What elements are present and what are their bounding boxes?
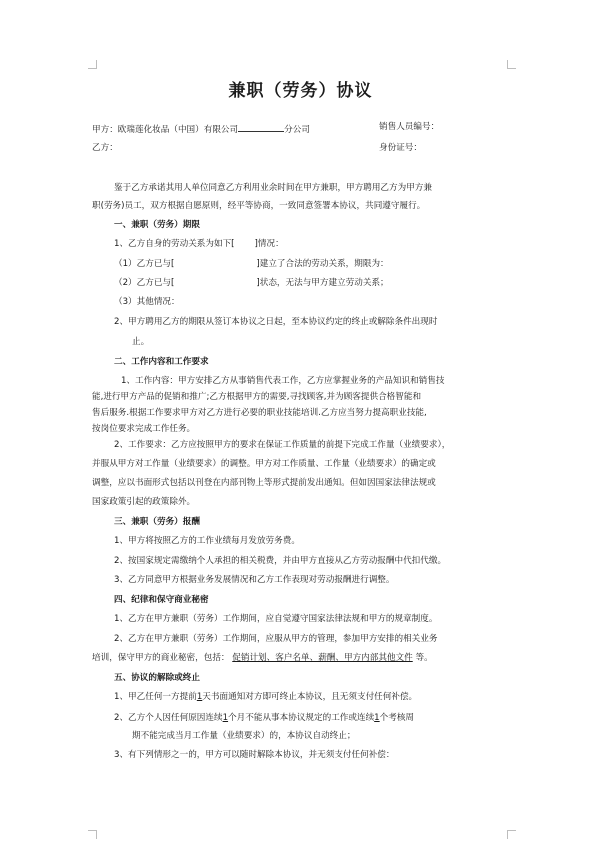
clause-text: 个考核周 — [379, 713, 415, 723]
clause-line: 1、工作内容：甲方安排乙方从事销售代表工作，乙方应掌握业务的产品知识和销售技 — [121, 376, 445, 386]
clause-line: 2、按国家规定需缴纳个人承担的相关税费，并由甲方直接从乙方劳动报酬中代扣代缴。 — [114, 556, 447, 566]
party-a-name: 欧瑞莲化妆品（中国）有限公司 — [117, 125, 239, 135]
section-heading: 四、纪律和保守商业秘密 — [114, 595, 209, 605]
clause-text: 1、乙方自身的劳动关系为如下[ — [114, 239, 235, 249]
id-number-label: 身份证号： — [379, 143, 422, 153]
clause-line: 2、甲方聘用乙方的期限从签订本协议之日起，至本协议约定的终止或解除条件出现时 — [114, 317, 438, 327]
underlined-number: 1 — [222, 713, 229, 723]
clause-line: 按岗位要求完成工作任务。 — [92, 424, 196, 434]
party-b-label: 乙方： — [92, 143, 118, 153]
clause-line: 2、工作要求：乙方应按照甲方的要求在保证工作质量的前提下完成工作量（业绩要求）， — [114, 440, 451, 450]
clause-line: 国家政策引起的政策除外。 — [92, 497, 196, 507]
section-heading: 五、协议的解除或终止 — [114, 673, 200, 683]
clause-line: 3、乙方同意甲方根据业务发展情况和乙方工作表现对劳动报酬进行调整。 — [114, 575, 395, 585]
section-heading: 二、工作内容和工作要求 — [114, 357, 209, 367]
option-line: （3）其他情况： — [114, 297, 180, 307]
option-text: ]建立了合法的劳动关系，期限为： — [256, 259, 389, 269]
underlined-number: 1 — [374, 713, 380, 723]
clause-line: 并服从甲方对工作量（业绩要求）的调整。甲方对工作质量、工作量（业绩要求）的确定或 — [92, 459, 436, 469]
option-line — [114, 259, 389, 270]
clause-line: 调整，应以书面形式包括以刊登在内部刊物上等形式提前发出通知。但如因国家法律法规或 — [92, 478, 436, 488]
margin-corner-mark — [88, 830, 97, 839]
clause-line: 止。 — [132, 337, 150, 347]
clause-text: 天书面通知对方即可终止本协议，且无须支付任何补偿。 — [202, 692, 418, 702]
clause-text: 2、乙方个人因任何原因连续 — [114, 713, 223, 723]
margin-corner-mark — [507, 830, 516, 839]
party-a-label: 甲方： — [92, 125, 118, 135]
clause-text: 1、甲乙任何一方提前 — [114, 692, 197, 702]
clause-line: 3、有下列情形之一的，甲方可以随时解除本协议，并无须支付任何补偿： — [114, 750, 395, 760]
clause-text: ]情况： — [254, 239, 284, 249]
option-text: ]状态，无法与甲方建立劳动关系； — [256, 278, 389, 288]
section-heading: 一、兼职（劳务）期限 — [114, 220, 200, 230]
section-heading: 三、兼职（劳务）报酬 — [114, 517, 200, 527]
clause-text: 培训，保守甲方的商业秘密，包括： — [92, 653, 230, 663]
party-a-branch: 分公司 — [284, 125, 310, 135]
clause-line: 能,进行甲方产品的促销和推广;乙方根据甲方的需要,寻找顾客,并为顾客提供合格智能和 — [92, 392, 422, 402]
margin-corner-mark — [88, 60, 97, 69]
clause-text: 个月不能从事本协议规定的工作或连续 — [228, 713, 375, 723]
clause-line: 2、乙方在甲方兼职（劳务）工作期间，应服从甲方的管理，参加甲方安排的相关业务 — [114, 634, 438, 644]
sales-number-label: 销售人员编号： — [379, 122, 440, 132]
option-line — [114, 278, 389, 289]
option-text: （2）乙方已与[ — [114, 278, 175, 288]
clause-line — [92, 653, 433, 664]
document-title: 兼职（劳务）协议 — [228, 81, 373, 101]
branch-blank[interactable] — [238, 122, 284, 132]
party-a-line — [92, 122, 310, 136]
intro-line: 职(劳务)员工，双方根据自愿原则，经平等协商，一致同意签署本协议，共同遵守履行。 — [92, 201, 426, 211]
underlined-number: 1 — [196, 692, 203, 702]
underlined-fill-text: 促销计划、客户名单、薪酬、甲方内部其他文件 — [232, 653, 413, 663]
option-text: （1）乙方已与[ — [114, 259, 175, 269]
clause-line — [114, 239, 284, 250]
clause-line — [114, 692, 417, 703]
clause-line — [114, 713, 414, 724]
margin-corner-mark — [507, 60, 516, 69]
clause-line: 售后服务.根据工作要求甲方对乙方进行必要的职业技能培训.乙方应当努力提高职业技能, — [92, 408, 427, 418]
clause-text: 等。 — [415, 653, 433, 663]
intro-line: 鉴于乙方承诺其用人单位同意乙方利用业余时间在甲方兼职，甲方聘用乙方为甲方兼 — [114, 183, 432, 193]
clause-line: 1、甲方将按照乙方的工作业绩每月发放劳务费。 — [114, 536, 300, 546]
clause-line: 期不能完成当月工作量（业绩要求）的，本协议自动终止； — [132, 731, 356, 741]
clause-line: 1、乙方在甲方兼职（劳务）工作期间，应自觉遵守国家法律法规和甲方的规章制度。 — [114, 614, 438, 624]
